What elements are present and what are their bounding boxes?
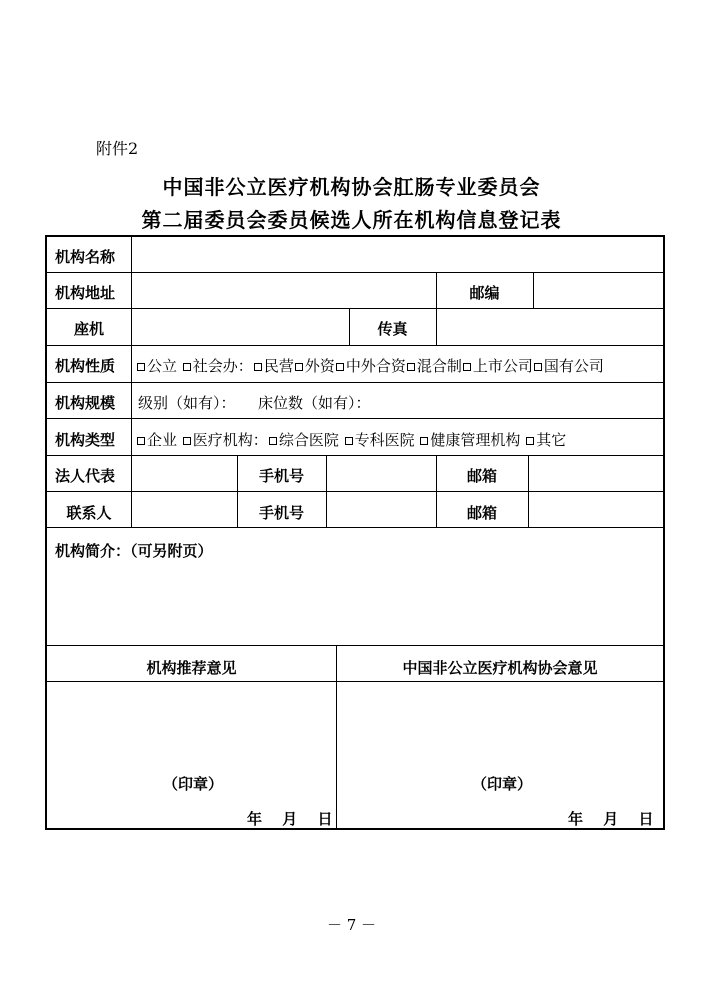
label-legal-rep: 法人代表 xyxy=(55,467,116,485)
label-contact-mobile: 手机号 xyxy=(258,504,304,522)
checkbox-foreign[interactable] xyxy=(295,363,303,371)
checkbox-mixed[interactable] xyxy=(407,363,415,371)
checkbox-social[interactable] xyxy=(183,363,191,371)
label-fax: 传真 xyxy=(377,320,408,338)
checkbox-listed[interactable] xyxy=(463,363,471,371)
postcode-field[interactable] xyxy=(534,273,663,308)
option-health-management: 健康管理机构 xyxy=(430,431,521,449)
option-social: 社会办： xyxy=(192,357,253,375)
label-legal-rep-email: 邮箱 xyxy=(466,467,497,485)
page-number: － 7 － xyxy=(326,916,377,934)
contact-email-field[interactable] xyxy=(529,492,663,527)
label-phone: 座机 xyxy=(73,320,104,338)
checkbox-medical[interactable] xyxy=(183,437,191,445)
option-general-hospital: 综合医院 xyxy=(278,431,339,449)
form-title-line2: 第二届委员会委员候选人所在机构信息登记表 xyxy=(141,208,562,232)
option-medical: 医疗机构： xyxy=(192,431,268,449)
checkbox-enterprise[interactable] xyxy=(137,437,145,445)
org-recommendation-field[interactable] xyxy=(49,683,335,773)
seal-right: （印章） xyxy=(472,775,533,793)
checkbox-other[interactable] xyxy=(526,437,534,445)
contact-field[interactable] xyxy=(133,492,236,527)
legal-rep-email-field[interactable] xyxy=(529,456,663,491)
registration-form xyxy=(45,235,665,830)
org-nature-options xyxy=(136,355,604,376)
option-private: 民营 xyxy=(263,357,294,375)
option-enterprise: 企业 xyxy=(147,431,178,449)
option-state-owned: 国有公司 xyxy=(543,357,604,375)
label-legal-rep-mobile: 手机号 xyxy=(258,467,304,485)
label-association-opinion: 中国非公立医疗机构协会意见 xyxy=(402,659,598,677)
legal-rep-mobile-field[interactable] xyxy=(327,456,435,491)
fax-field[interactable] xyxy=(437,309,663,345)
label-contact: 联系人 xyxy=(66,504,112,522)
label-org-nature: 机构性质 xyxy=(55,357,116,375)
option-specialty-hospital: 专科医院 xyxy=(354,431,415,449)
phone-field[interactable] xyxy=(133,309,348,345)
label-org-scale: 机构规模 xyxy=(55,394,116,412)
org-type-options xyxy=(136,429,566,450)
option-foreign: 外资 xyxy=(304,357,335,375)
checkbox-public[interactable] xyxy=(137,363,145,371)
label-org-intro: 机构简介：（可另附页） xyxy=(55,542,213,560)
form-title-line1: 中国非公立医疗机构协会肛肠专业委员会 xyxy=(162,175,541,199)
checkbox-joint-venture[interactable] xyxy=(336,363,344,371)
date-left: 年 月 日 xyxy=(247,810,333,828)
date-right: 年 月 日 xyxy=(568,810,654,828)
checkbox-specialty-hospital[interactable] xyxy=(345,437,353,445)
attachment-label: 附件2 xyxy=(96,139,139,158)
option-mixed: 混合制 xyxy=(416,357,462,375)
option-public: 公立 xyxy=(147,357,178,375)
seal-left: （印章） xyxy=(163,775,224,793)
contact-mobile-field[interactable] xyxy=(327,492,435,527)
option-listed: 上市公司 xyxy=(472,357,533,375)
checkbox-private[interactable] xyxy=(254,363,262,371)
association-opinion-field[interactable] xyxy=(338,683,662,773)
checkbox-general-hospital[interactable] xyxy=(269,437,277,445)
org-name-field[interactable] xyxy=(133,237,663,272)
option-other: 其它 xyxy=(536,431,567,449)
label-postcode: 邮编 xyxy=(469,284,500,302)
org-intro-field[interactable] xyxy=(49,562,661,644)
checkbox-state-owned[interactable] xyxy=(534,363,542,371)
label-org-type: 机构类型 xyxy=(55,431,116,449)
label-org-address: 机构地址 xyxy=(55,284,116,302)
label-contact-email: 邮箱 xyxy=(466,504,497,522)
org-scale-text: 级别（如有）： 床位数（如有）： xyxy=(138,394,371,412)
legal-rep-field[interactable] xyxy=(133,456,236,491)
option-joint-venture: 中外合资 xyxy=(345,357,406,375)
label-org-name: 机构名称 xyxy=(55,248,116,266)
label-org-recommendation: 机构推荐意见 xyxy=(146,659,237,677)
org-address-field[interactable] xyxy=(133,273,435,308)
checkbox-health-management[interactable] xyxy=(420,437,428,445)
